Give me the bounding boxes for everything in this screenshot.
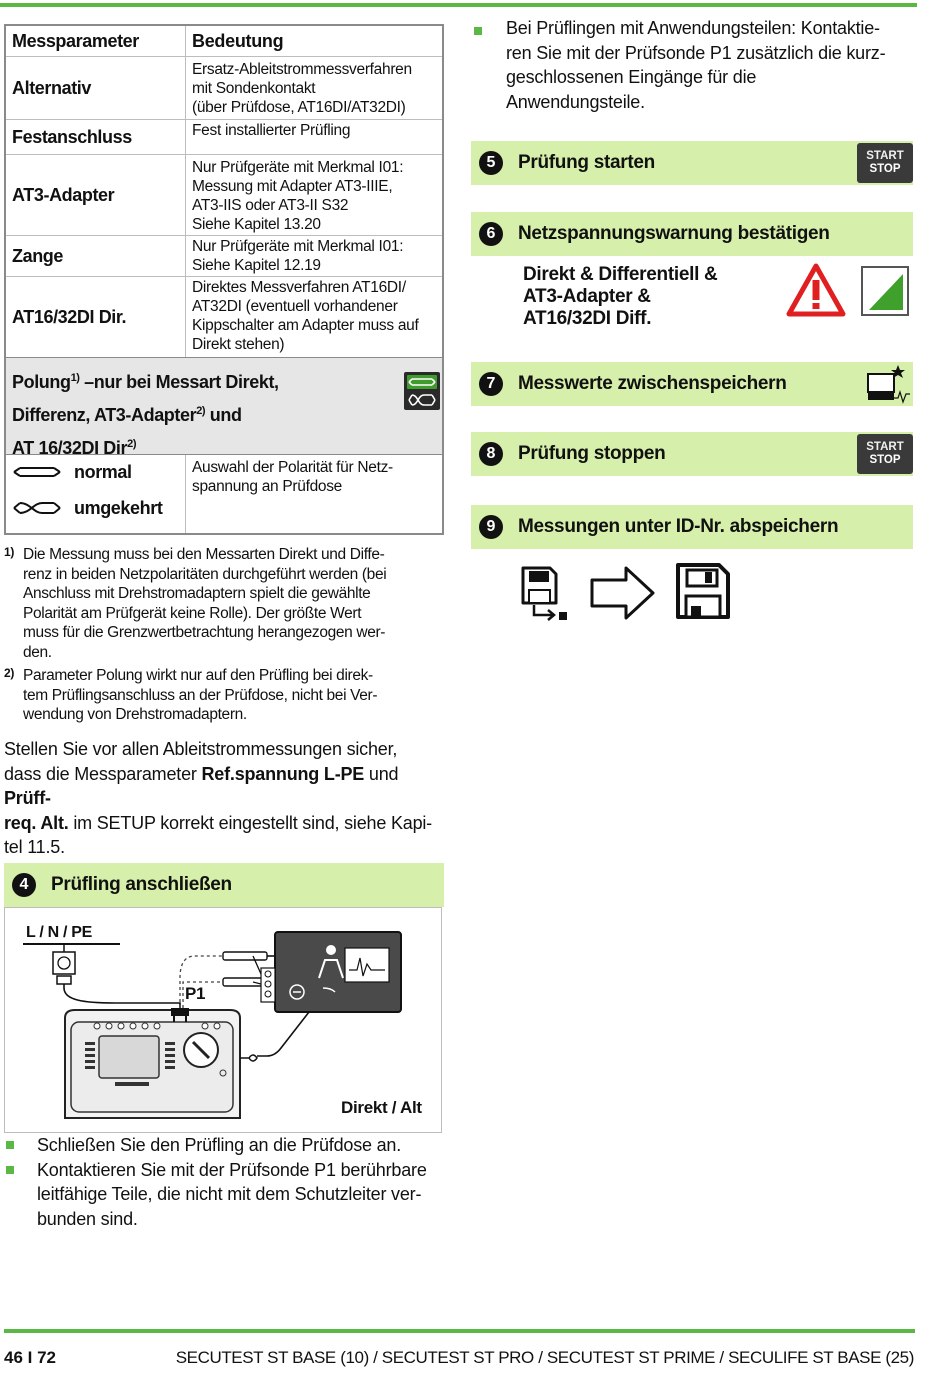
table-row <box>6 276 442 357</box>
bullet-icon <box>6 1166 14 1174</box>
list-item: Kontaktieren Sie mit der Prüfsonde P1 berührbare leitfähige Teile, die nicht mit dem Schutzleiter ver- bunden sind. <box>4 1158 449 1232</box>
row-meaning: Nur Prüfgeräte mit Merkmal I01: Siehe Kapitel 12.19 <box>192 238 404 274</box>
row-param: Zange <box>6 236 186 276</box>
row-meaning: Nur Prüfgeräte mit Merkmal I01: Messung mit Adapter AT3-IIIE, AT3-IIS oder AT3-II S32 Siehe Kapitel 13.20 <box>192 159 404 233</box>
step-label: Messwerte zwischenspeichern <box>518 373 787 394</box>
store-value-icon <box>866 364 912 408</box>
page-number: 46 I 72 <box>4 1348 56 1367</box>
polarity-row <box>6 454 442 533</box>
step-6-header <box>471 212 913 256</box>
footnote-1: 1) Die Messung muss bei den Messarten Direkt und Diffe- renz in beiden Netzpolaritäten durchgeführt werden (bei Anschluss mit Drehstromadaptern spielt die gewählte Polarität am Prüfgerät keine Rolle). Der größte Wert muss für die Grenzwertbetrachtung herangezogen wer- den. <box>4 545 387 661</box>
step-4-header <box>4 863 444 907</box>
normal-polarity-icon <box>12 464 62 480</box>
arrow-right-icon <box>590 566 656 620</box>
table-row <box>6 154 442 235</box>
step-label: Prüfung stoppen <box>518 443 666 464</box>
step-label: Messungen unter ID-Nr. abspeichern <box>518 516 839 537</box>
row-param: AT16/32DI Dir. <box>6 277 186 357</box>
setup-note: Stellen Sie vor allen Ableitstrommessungen sicher, dass die Messparameter Ref.spannung L-PE und Prüff- req. Alt. im SETUP korrekt eingestellt sind, siehe Kapi- tel 11.5. <box>4 739 432 857</box>
floppy-disk-icon <box>675 562 731 620</box>
table-row <box>6 119 442 154</box>
step-7-header <box>471 362 913 406</box>
top-rule <box>0 3 917 7</box>
table-header <box>6 26 442 56</box>
polarity-normal: normal <box>6 455 185 489</box>
table-row <box>6 235 442 276</box>
mode-label: Direkt / Alt <box>341 1098 422 1117</box>
save-softkey-icon[interactable] <box>520 565 570 621</box>
step-5-header <box>471 141 913 185</box>
step-number: 6 <box>479 222 503 246</box>
polung-row: Polung$^{1)}$ –nur bei Messart Direkt, Differenz, AT3-Adapter$^{2)}$ und AT 16/32DI Dir$^{2)}$ <box>6 357 442 454</box>
bullet-applied-parts: Bei Prüflingen mit Anwendungsteilen: Kontaktie- ren Sie mit der Prüfsonde P1 zusätzlich die kurz- geschlossenen Eingänge für die Anwendungsteile. <box>472 16 917 114</box>
footer-title: SECUTEST ST BASE (10) / SECUTEST ST PRO / SECUTEST ST PRIME / SECULIFE ST BASE (25) <box>175 1348 914 1367</box>
step-number: 4 <box>12 873 36 897</box>
step-8-header <box>471 432 913 476</box>
bullet-icon <box>474 27 482 35</box>
step-number: 9 <box>479 515 503 539</box>
confirm-softkey-icon[interactable] <box>861 266 909 316</box>
table-row <box>6 56 442 119</box>
parameter-table <box>4 24 444 535</box>
step-6-condition: Direkt & Differentiell & AT3-Adapter & AT16/32DI Diff. <box>523 264 718 329</box>
footnote-2: 2) Parameter Polung wirkt nur auf den Prüfling bei direk- tem Prüflingsanschluss an der Prüfdose, nicht bei Ver- wendung von Drehstromadaptern. <box>4 666 378 723</box>
row-param: AT3-Adapter <box>6 155 186 235</box>
row-meaning: Fest installierter Prüfling <box>192 122 351 139</box>
start-stop-key-icon[interactable]: START STOP <box>857 434 913 474</box>
row-param: Festanschluss <box>6 120 186 154</box>
step-9-header <box>471 505 913 549</box>
reverse-polarity-icon <box>12 499 62 517</box>
warning-icon <box>785 262 847 318</box>
step-label: Prüfling anschließen <box>51 874 232 895</box>
step-label: Netzspannungswarnung bestätigen <box>518 223 830 244</box>
polarity-toggle-icon <box>404 372 440 410</box>
footer-rule <box>4 1329 915 1333</box>
header-param: Messparameter <box>6 26 186 56</box>
step-number: 8 <box>479 442 503 466</box>
polarity-reverse: umgekehrt <box>6 489 185 527</box>
header-meaning: Bedeutung <box>192 30 284 51</box>
step-label: Prüfung starten <box>518 152 655 173</box>
row-meaning: Direktes Messverfahren AT16DI/ AT32DI (eventuell vorhandener Kippschalter am Adapter muss auf Direkt stehen) <box>192 279 419 353</box>
probe-label: P1 <box>185 984 206 1003</box>
bullet-list-left <box>4 1133 449 1231</box>
bullet-icon <box>6 1141 14 1149</box>
connection-diagram <box>4 907 442 1133</box>
row-meaning: Ersatz-Ableitstrommessverfahren mit Sondenkontakt (über Prüfdose, AT16DI/AT32DI) <box>192 61 412 116</box>
supply-label: L / N / PE <box>26 924 93 941</box>
polarity-meaning: Auswahl der Polarität für Netz- spannung an Prüfdose <box>192 459 393 495</box>
row-param: Alternativ <box>6 57 186 119</box>
step-number: 5 <box>479 151 503 175</box>
start-stop-key-icon[interactable]: START STOP <box>857 143 913 183</box>
list-item: Schließen Sie den Prüfling an die Prüfdose an. <box>4 1133 449 1158</box>
step-number: 7 <box>479 372 503 396</box>
